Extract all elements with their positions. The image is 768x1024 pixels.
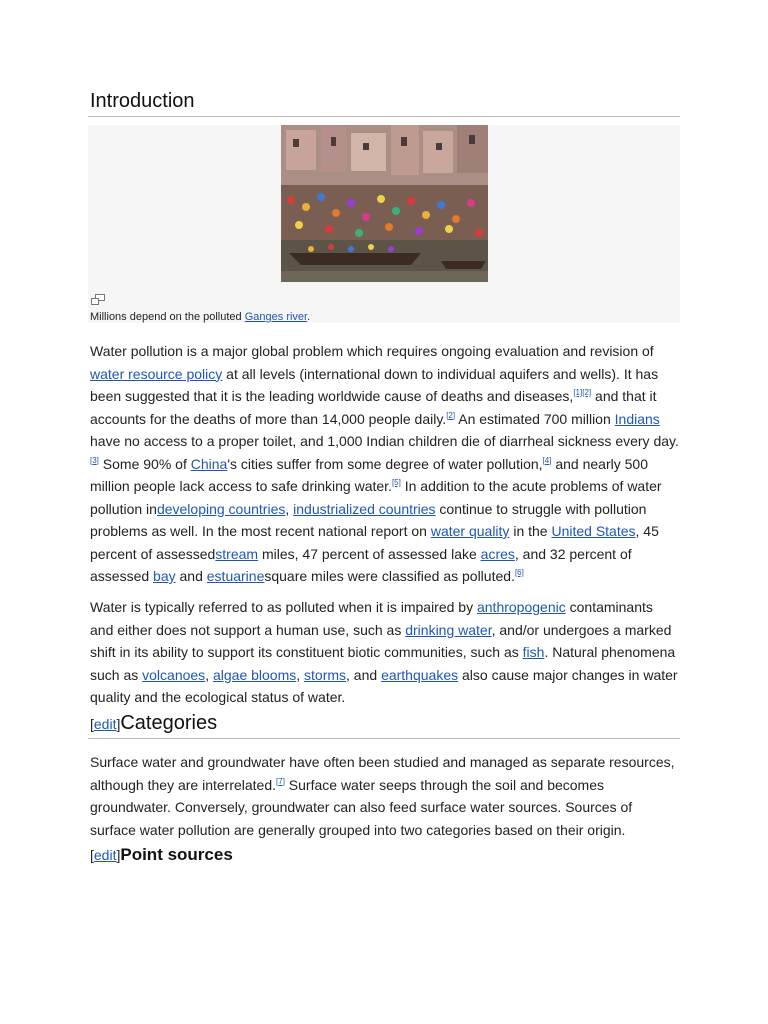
paragraph-3: Surface water and groundwater have often been studied and managed as separate resources, although they are interrelated.[7] Surface water seeps through the soil and becomes groundwater. Conversely, groundwater can also feed surface water sources. Sources of surface water pollution are generally grouped into two categories based on their origin. <box>90 754 675 838</box>
reference-link[interactable]: [3] <box>90 455 99 465</box>
water-resource-policy-link[interactable]: water resource policy <box>90 365 223 382</box>
edit-section: [edit] <box>90 847 121 863</box>
china-link[interactable]: China <box>190 455 228 472</box>
reference-link[interactable]: [7] <box>276 776 285 786</box>
volcanoes-link[interactable]: volcanoes <box>142 666 206 683</box>
reference-link[interactable]: [2] <box>446 410 456 420</box>
ganges-photo-image <box>281 125 488 282</box>
reference-link[interactable]: [5] <box>391 478 401 487</box>
categories-title: Categories <box>120 712 218 734</box>
section-heading-categories <box>90 712 217 735</box>
anthropogenic-link[interactable]: anthropogenic <box>476 599 566 615</box>
united-states-link[interactable]: United States <box>551 523 636 539</box>
algae-blooms-link[interactable]: algae blooms <box>212 666 297 683</box>
heading-divider <box>88 738 680 739</box>
earthquakes-link[interactable]: earthquakes <box>381 666 459 683</box>
reference-link[interactable]: [2] <box>582 388 592 397</box>
edit-link[interactable]: edit <box>93 716 117 732</box>
section-heading-point-sources <box>90 845 233 865</box>
water-quality-link[interactable]: water quality <box>430 523 510 539</box>
figure-caption: Millions depend on the polluted Ganges river. <box>90 311 311 323</box>
indians-link[interactable]: Indians <box>614 410 660 427</box>
thumbnail-figure <box>88 125 680 323</box>
storms-link[interactable]: storms <box>304 666 347 683</box>
paragraph-2: Water is typically referred to as polluted when it is impaired by anthropogenic contaminants and either does not support a human use, such as drinking water, and/or undergoes a marked shift in its ability to support its constituent biotic communities, such as fish. Natural phenomena such as volcanoes, algae blooms, storms, and earthquakes also cause major changes in water quality and the ecological status of water. <box>90 599 678 705</box>
industrialized-countries-link[interactable]: industrialized countries <box>293 500 436 517</box>
fish-link[interactable]: fish <box>522 644 545 660</box>
enlarge-icon[interactable] <box>91 292 105 303</box>
reference-link[interactable]: [6] <box>514 568 524 577</box>
point-sources-title: Point sources <box>120 845 233 864</box>
reference-link[interactable]: [1] <box>573 388 583 397</box>
edit-link[interactable]: edit <box>93 847 117 863</box>
paragraph-1: Water pollution is a major global problem which requires ongoing evaluation and revision of water resource policy at all levels (international down to individual aquifers and wells). It has been suggested that it is the leading worldwide cause of deaths and diseases,[1][2] and that it accounts for the deaths of more than 14,000 people daily.[2] An estimated 700 million Indians have no access to a proper toilet, and 1,000 Indian children die of diarrheal sickness every day.[3] Some 90% of China's cities suffer from some degree of water pollution,[4] and nearly 500 million people lack access to safe drinking water.[5] In addition to the acute problems of water pollution indeveloping countries, industrialized countries continue to struggle with pollution problems as well. In the most recent national report on water quality in the United States, 45 percent of assessedstream miles, 47 percent of assessed lake acres, and 32 percent of assessed bay and estuarinesquare miles were classified as polluted.[6] <box>90 343 679 584</box>
bay-link[interactable]: bay <box>153 568 176 584</box>
drinking-water-link[interactable]: drinking water <box>405 621 492 638</box>
developing-countries-link[interactable]: developing countries <box>156 500 286 517</box>
ganges-river-link[interactable]: Ganges river <box>244 311 308 323</box>
acres-link[interactable]: acres <box>480 545 515 562</box>
edit-section: [edit] <box>90 716 121 732</box>
estuarine-link[interactable]: estuarine <box>206 568 265 584</box>
stream-link[interactable]: stream <box>215 545 259 562</box>
section-heading-introduction: Introduction <box>90 90 195 112</box>
reference-link[interactable]: [4] <box>542 455 552 465</box>
heading-divider <box>88 116 680 117</box>
ganges-photo[interactable] <box>281 125 488 282</box>
